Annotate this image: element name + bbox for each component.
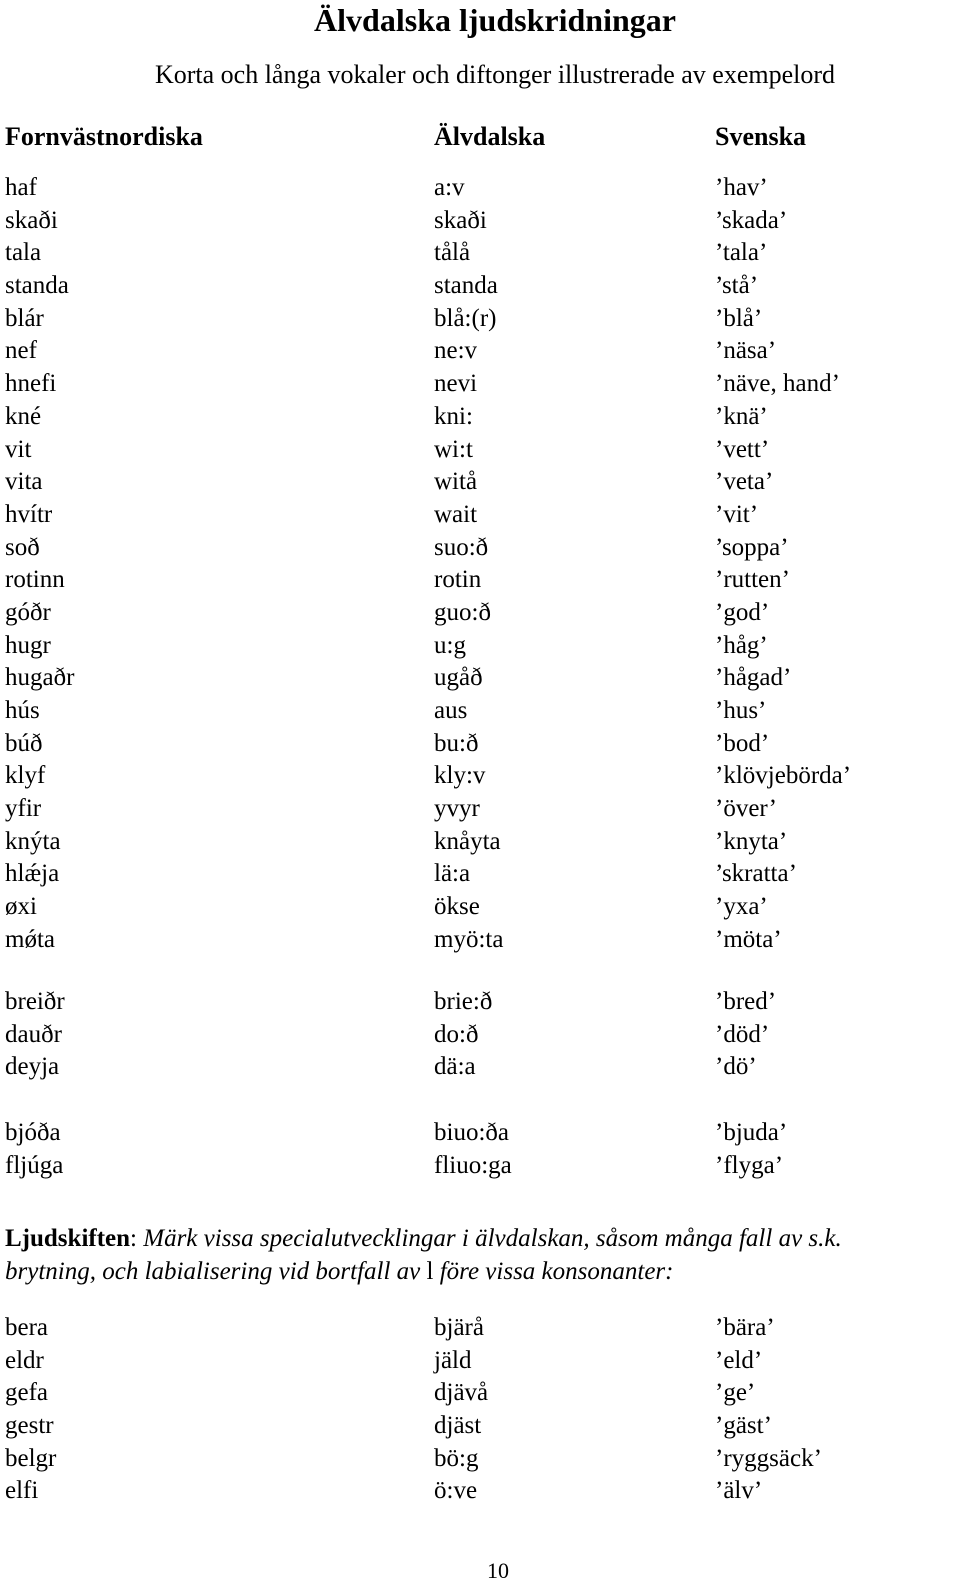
elfdalian-word: brie:ð	[434, 988, 493, 1015]
elfdalian-word: standa	[434, 272, 498, 300]
swedish-word: ’skada’	[715, 206, 788, 234]
old-norse-word: haf	[5, 174, 37, 201]
elfdalian-word: do:ð	[434, 1020, 479, 1048]
word-row	[0, 434, 960, 467]
elfdalian-word: guo:ð	[434, 598, 491, 626]
elfdalian-word: yvyr	[434, 795, 480, 823]
old-norse-word: góðr	[5, 598, 51, 626]
word-list-diphthongs	[0, 986, 960, 1084]
elfdalian-word: ökse	[434, 893, 480, 921]
old-norse-word: búð	[5, 729, 43, 757]
elfdalian-word: dä:a	[434, 1053, 476, 1081]
word-row	[0, 1410, 960, 1443]
swedish-word: ’flyga’	[715, 1151, 784, 1179]
old-norse-word: rotinn	[5, 566, 65, 594]
old-norse-word: gefa	[5, 1379, 49, 1407]
old-norse-word: hlǽja	[5, 860, 60, 888]
elfdalian-word: kni:	[434, 402, 473, 430]
elfdalian-word: a:v	[434, 174, 465, 201]
word-row	[0, 270, 960, 303]
word-row	[0, 303, 960, 336]
swedish-word: ’gäst’	[715, 1412, 772, 1440]
word-row	[0, 564, 960, 597]
swedish-word: ’ryggsäck’	[715, 1444, 822, 1472]
note-label: Ljudskiften	[5, 1225, 131, 1252]
word-row	[0, 532, 960, 565]
word-row	[0, 1117, 960, 1150]
elfdalian-word: bjärå	[434, 1314, 484, 1341]
page-title: Älvdalska ljudskridningar	[314, 2, 676, 38]
old-norse-word: yfir	[5, 795, 42, 823]
old-norse-word: hugr	[5, 631, 51, 659]
word-row	[0, 1150, 960, 1183]
word-row	[0, 695, 960, 728]
word-row	[0, 1345, 960, 1378]
swedish-word: ’älv’	[715, 1477, 763, 1505]
word-row	[0, 237, 960, 270]
word-row	[0, 1312, 960, 1345]
word-row	[0, 401, 960, 434]
page-subtitle: Korta och långa vokaler och diftonger illustrerade av exempelord	[154, 60, 836, 89]
word-row	[0, 466, 960, 499]
old-norse-word: eldr	[5, 1346, 44, 1374]
old-norse-word: knýta	[5, 827, 61, 855]
elfdalian-word: tålå	[434, 239, 471, 267]
column-headers	[0, 122, 960, 156]
old-norse-word: vita	[5, 468, 43, 496]
swedish-word: ’dö’	[715, 1053, 757, 1081]
word-row	[0, 1019, 960, 1052]
note-line-2b: före vissa konsonanter:	[433, 1258, 674, 1285]
swedish-word: ’vett’	[715, 435, 770, 463]
swedish-word: ’veta’	[715, 468, 774, 496]
elfdalian-word: biuo:ða	[434, 1119, 509, 1146]
word-list-sound-shifts	[0, 1312, 960, 1508]
sound-shift-note	[5, 1222, 960, 1288]
word-row	[0, 1051, 960, 1084]
old-norse-word: belgr	[5, 1444, 57, 1472]
old-norse-word: gestr	[5, 1412, 54, 1440]
old-norse-word: bera	[5, 1314, 49, 1341]
swedish-word: ’ge’	[715, 1379, 756, 1407]
word-row	[0, 1443, 960, 1476]
old-norse-word: bjóða	[5, 1119, 61, 1146]
note-line-2a: brytning, och labialisering vid bortfall av	[5, 1258, 427, 1285]
elfdalian-word: skaði	[434, 206, 487, 234]
old-norse-word: tala	[5, 239, 42, 267]
elfdalian-word: wi:t	[434, 435, 473, 463]
header-elfdalian: Älvdalska	[434, 122, 546, 151]
swedish-word: ’blå’	[715, 304, 763, 332]
word-row	[0, 760, 960, 793]
elfdalian-word: nevi	[434, 370, 478, 398]
elfdalian-word: blå:(r)	[434, 304, 497, 332]
word-row	[0, 924, 960, 957]
note-letter: l	[426, 1258, 434, 1285]
swedish-word: ’stå’	[715, 272, 759, 300]
word-row	[0, 728, 960, 761]
swedish-word: ’klövjebörda’	[715, 762, 852, 790]
old-norse-word: breiðr	[5, 988, 65, 1015]
word-row	[0, 172, 960, 205]
swedish-word: ’bära’	[715, 1314, 775, 1341]
swedish-word: ’yxa’	[715, 893, 768, 921]
word-row	[0, 826, 960, 859]
swedish-word: ’bod’	[715, 729, 770, 757]
elfdalian-word: djäst	[434, 1412, 482, 1440]
old-norse-word: kné	[5, 402, 42, 430]
elfdalian-word: kly:v	[434, 762, 486, 790]
elfdalian-word: rotin	[434, 566, 482, 594]
word-row	[0, 1377, 960, 1410]
swedish-word: ’möta’	[715, 925, 782, 953]
swedish-word: ’soppa’	[715, 533, 789, 561]
swedish-word: ’bred’	[715, 988, 777, 1015]
header-old-norse: Fornvästnordiska	[5, 122, 203, 151]
word-row	[0, 205, 960, 238]
swedish-word: ’över’	[715, 795, 777, 823]
old-norse-word: vit	[5, 435, 32, 463]
swedish-word: ’tala’	[715, 239, 768, 267]
swedish-word: ’hav’	[715, 174, 768, 201]
old-norse-word: deyja	[5, 1053, 60, 1081]
word-row	[0, 335, 960, 368]
page-number: 10	[487, 1558, 509, 1583]
word-row	[0, 858, 960, 891]
elfdalian-word: u:g	[434, 631, 466, 659]
elfdalian-word: witå	[434, 468, 478, 496]
swedish-word: ’håg’	[715, 631, 768, 659]
elfdalian-word: lä:a	[434, 860, 471, 888]
swedish-word: ’vit’	[715, 500, 759, 528]
word-row	[0, 1475, 960, 1508]
elfdalian-word: knåyta	[434, 827, 501, 855]
swedish-word: ’eld’	[715, 1346, 763, 1374]
old-norse-word: skaði	[5, 206, 58, 234]
elfdalian-word: bö:g	[434, 1444, 479, 1472]
old-norse-word: nef	[5, 337, 37, 365]
swedish-word: ’näve, hand’	[715, 370, 840, 398]
elfdalian-word: ugåð	[434, 664, 483, 692]
elfdalian-word: jäld	[434, 1346, 472, 1374]
note-colon: :	[130, 1225, 144, 1252]
swedish-word: ’näsa’	[715, 337, 777, 365]
word-list-rising-diphthongs	[0, 1117, 960, 1182]
word-row	[0, 499, 960, 532]
word-row	[0, 597, 960, 630]
elfdalian-word: myö:ta	[434, 925, 504, 953]
old-norse-word: hvítr	[5, 500, 53, 528]
swedish-word: ’knyta’	[715, 827, 788, 855]
old-norse-word: mǿta	[5, 925, 55, 953]
word-row	[0, 662, 960, 695]
elfdalian-word: wait	[434, 500, 478, 528]
swedish-word: ’hus’	[715, 697, 767, 724]
elfdalian-word: ö:ve	[434, 1477, 478, 1505]
swedish-word: ’död’	[715, 1020, 770, 1048]
word-row	[0, 630, 960, 663]
old-norse-word: standa	[5, 272, 69, 300]
swedish-word: ’bjuda’	[715, 1119, 788, 1146]
elfdalian-word: djävå	[434, 1379, 489, 1407]
old-norse-word: øxi	[5, 893, 37, 921]
old-norse-word: fljúga	[5, 1151, 64, 1179]
elfdalian-word: bu:ð	[434, 729, 479, 757]
old-norse-word: elfi	[5, 1477, 39, 1505]
word-row	[0, 793, 960, 826]
swedish-word: ’hågad’	[715, 664, 792, 692]
note-line-1: Märk vissa specialutvecklingar i älvdalskan, såsom många fall av s.k.	[143, 1225, 842, 1252]
elfdalian-word: fliuo:ga	[434, 1151, 512, 1179]
elfdalian-word: aus	[434, 697, 468, 724]
elfdalian-word: suo:ð	[434, 533, 489, 561]
old-norse-word: blár	[5, 304, 44, 332]
word-row	[0, 986, 960, 1019]
swedish-word: ’rutten’	[715, 566, 790, 594]
old-norse-word: hús	[5, 697, 40, 724]
old-norse-word: soð	[5, 533, 40, 561]
swedish-word: ’god’	[715, 598, 770, 626]
old-norse-word: hnefi	[5, 370, 57, 398]
old-norse-word: dauðr	[5, 1020, 62, 1048]
word-list-vowels	[0, 172, 960, 957]
elfdalian-word: ne:v	[434, 337, 478, 365]
word-row	[0, 368, 960, 401]
swedish-word: ’knä’	[715, 402, 768, 430]
old-norse-word: klyf	[5, 762, 46, 790]
word-row	[0, 891, 960, 924]
old-norse-word: hugaðr	[5, 664, 75, 692]
header-swedish: Svenska	[715, 122, 807, 151]
swedish-word: ’skratta’	[715, 860, 797, 888]
